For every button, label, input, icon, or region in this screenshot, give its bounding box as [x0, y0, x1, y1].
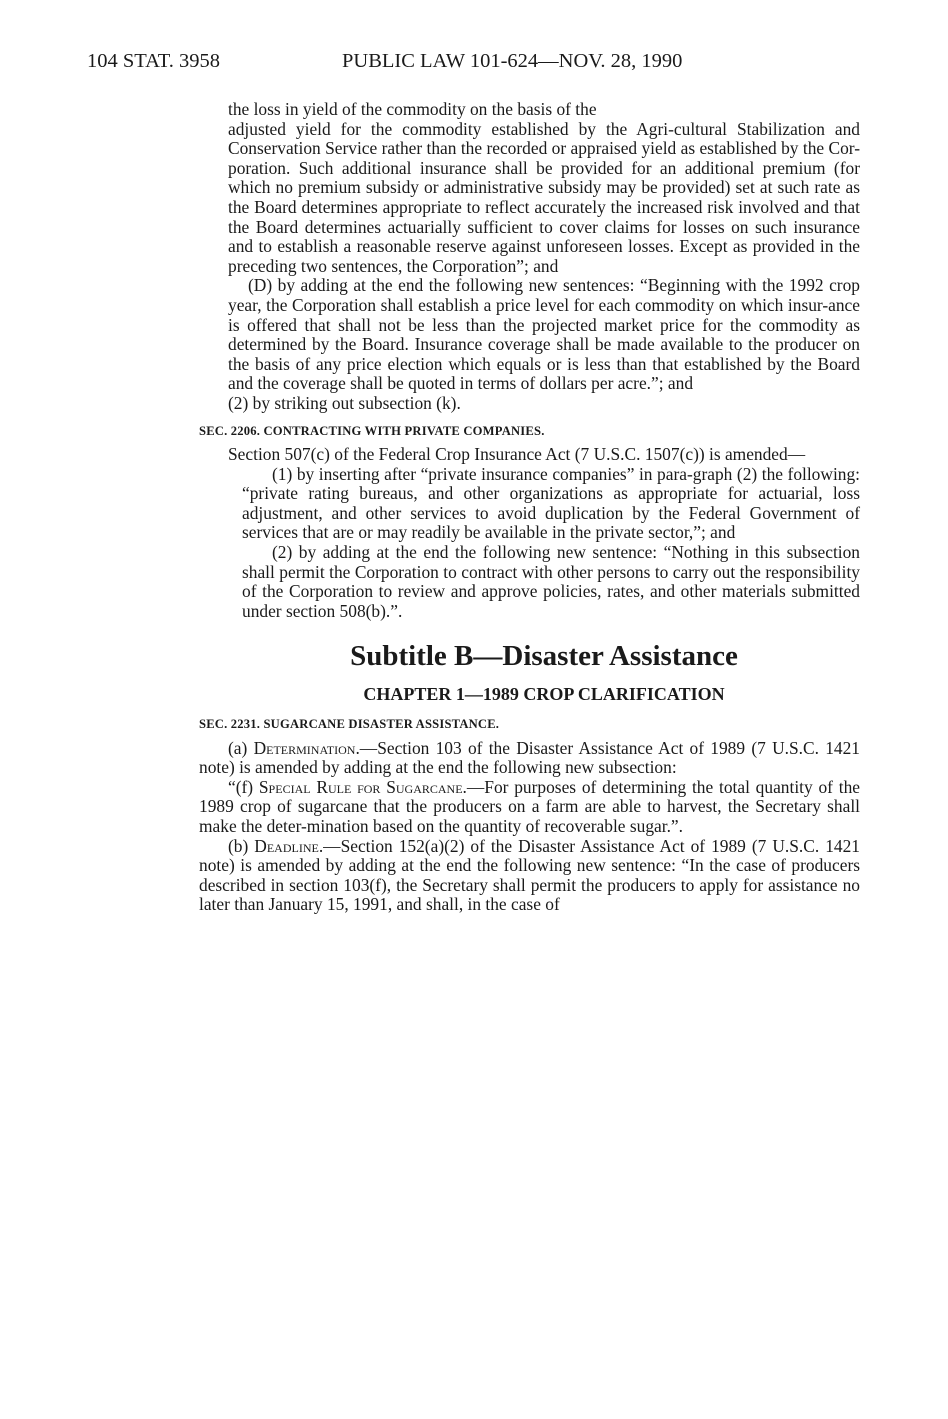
section-2206-item-1: (1) by inserting after “private insurance companies” in para-graph (2) the following: “private rating bureaus, and other organizations as appropriate for actuarial, loss adjustment, and other services to avoid duplication by the Federal Government of services that are or may readily be available in the private sector,”; and — [242, 463, 860, 543]
chapter-heading: CHAPTER 1—1989 CROP CLARIFICATION — [363, 684, 725, 705]
section-2206-item-2: (2) by adding at the end the following new sentence: “Nothing in this subsection shall permit the Corporation to contract with other persons to carry out the responsibility of the Corporation to review and approve policies, rates, and other materials submitted under section 508(b).”. — [242, 542, 860, 621]
document-body — [199, 99, 860, 915]
page-header — [87, 50, 867, 80]
subsection-f-heading: Special Rule for Sugarcane — [258, 776, 463, 797]
subsection-a-text: .—Section 103 of the Disaster Assistance Act of 1989 (7 U.S.C. 1421 note) is amended by adding at the end the following new subsection: — [199, 737, 860, 778]
subsection-a-heading: Determination — [253, 737, 356, 758]
section-2206-heading: SEC. 2206. CONTRACTING WITH PRIVATE COMPANIES. — [199, 423, 545, 438]
subsection-f-label: “(f) — [228, 776, 259, 797]
subsection-b-text: .—Section 152(a)(2) of the Disaster Assistance Act of 1989 (7 U.S.C. 1421 note) is amended by adding at the end the following new sentence: “In the case of producers described in section 103(f), the Secretary shall permit the producers to apply for assistance no later than January 15, 1991, and shall, in the case of — [199, 835, 860, 915]
subtitle-heading: Subtitle B—Disaster Assistance — [350, 640, 738, 673]
subsection-a-label: (a) — [228, 737, 254, 758]
continued-paragraph-first-line: the loss in yield of the commodity on the basis of the — [228, 99, 597, 119]
section-2231-heading: SEC. 2231. SUGARCANE DISASTER ASSISTANCE. — [199, 717, 500, 732]
section-2206-intro: Section 507(c) of the Federal Crop Insurance Act (7 U.S.C. 1507(c)) is amended— — [228, 444, 806, 465]
subsection-b-deadline — [199, 837, 860, 915]
subsection-a-determination — [199, 739, 860, 778]
subsection-f-special-rule — [199, 778, 860, 837]
subsection-b-heading: Deadline — [254, 835, 319, 856]
continued-paragraph: adjusted yield for the commodity established by the Agri-cultural Stabilization and Conservation Service rather than the recorded or appraised yield as established by the Cor-poration. Such additional insurance shall be provided for an additional premium (for which no premium subsidy or administrative subsidy may be provided) set at such rate as the Board determines appropriate to reflect accurately the increased risk involved and that the Board determines actuarially sufficient to cover claims for losses on such insurance and to establish a reasonable reserve against unforeseen losses. Except as provided in the preceding two sentences, the Corporation”; and — [228, 118, 860, 276]
clause-d-paragraph: (D) by adding at the end the following new sentences: “Beginning with the 1992 crop year, the Corporation shall establish a price level for each commodity on which insur-ance is offered that shall not be less than the projected market price for the commodity as determined by the Board. Insurance coverage shall be made available to the producer on the basis of any price election which equals or is less than that established by the Board and the coverage shall be quoted in terms of dollars per acre.”; and — [228, 275, 860, 394]
subsection-f-text: .—For purposes of determining the total quantity of the 1989 crop of sugarcane that the producers on a farm are able to harvest, the Secretary shall make the deter-mination based on the quantity of recoverable sugar.”. — [199, 776, 860, 836]
clause-2-striking: (2) by striking out subsection (k). — [228, 392, 461, 413]
statute-page-number: 104 STAT. 3958 — [87, 50, 220, 72]
public-law-citation: PUBLIC LAW 101-624—NOV. 28, 1990 — [342, 50, 683, 72]
subsection-b-label: (b) — [228, 835, 255, 856]
